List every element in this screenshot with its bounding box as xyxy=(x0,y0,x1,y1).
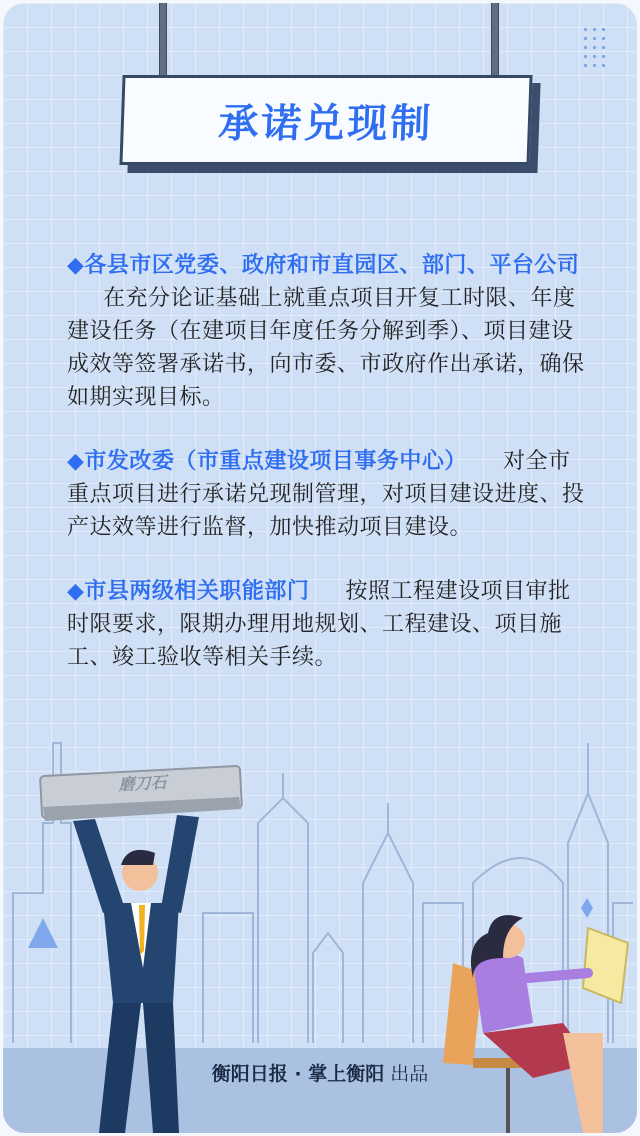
section-2 xyxy=(67,445,587,544)
footer-credit xyxy=(3,1059,637,1086)
section-heading: 各县市区党委、政府和市直园区、部门、平台公司 xyxy=(84,253,580,278)
triangle-decoration xyxy=(28,918,58,948)
dot-grid-decoration xyxy=(581,25,607,69)
section-body: 对全市重点项目进行承诺兑现制管理，对项目建设进度、投产达效等进行监督，加快推动项目建设。 xyxy=(67,449,585,540)
section-heading: 市县两级相关职能部门 xyxy=(84,579,310,604)
diamond-bullet-icon: ◆ xyxy=(67,253,85,278)
sign-pole-left xyxy=(159,3,167,83)
content-list xyxy=(67,249,587,705)
sparkle-decoration xyxy=(581,898,593,918)
footer-source: 衡阳日报 · 掌上衡阳 xyxy=(211,1063,385,1085)
title-sign xyxy=(119,75,532,165)
poster-card xyxy=(3,3,637,1133)
section-body: 在充分论证基础上就重点项目开复工时限、年度建设任务（在建项目年度任务分解到季）、项目建设成效等签署承诺书，向市委、市政府作出承诺，确保如期实现目标。 xyxy=(67,286,585,410)
page-title: 承诺兑现制 xyxy=(217,100,435,147)
diamond-bullet-icon: ◆ xyxy=(67,579,85,604)
footer-suffix: 出品 xyxy=(384,1063,429,1085)
section-body: 按照工程建设项目审批时限要求，限期办理用地规划、工程建设、项目施工、竣工验收等相关手续。 xyxy=(67,579,571,670)
sign-pole-right xyxy=(491,3,499,83)
stone-label: 磨刀石 xyxy=(118,772,168,795)
section-1 xyxy=(67,249,587,414)
section-3 xyxy=(67,575,587,674)
diamond-bullet-icon: ◆ xyxy=(67,449,85,474)
section-heading: 市发改委（市重点建设项目事务中心） xyxy=(84,449,467,474)
